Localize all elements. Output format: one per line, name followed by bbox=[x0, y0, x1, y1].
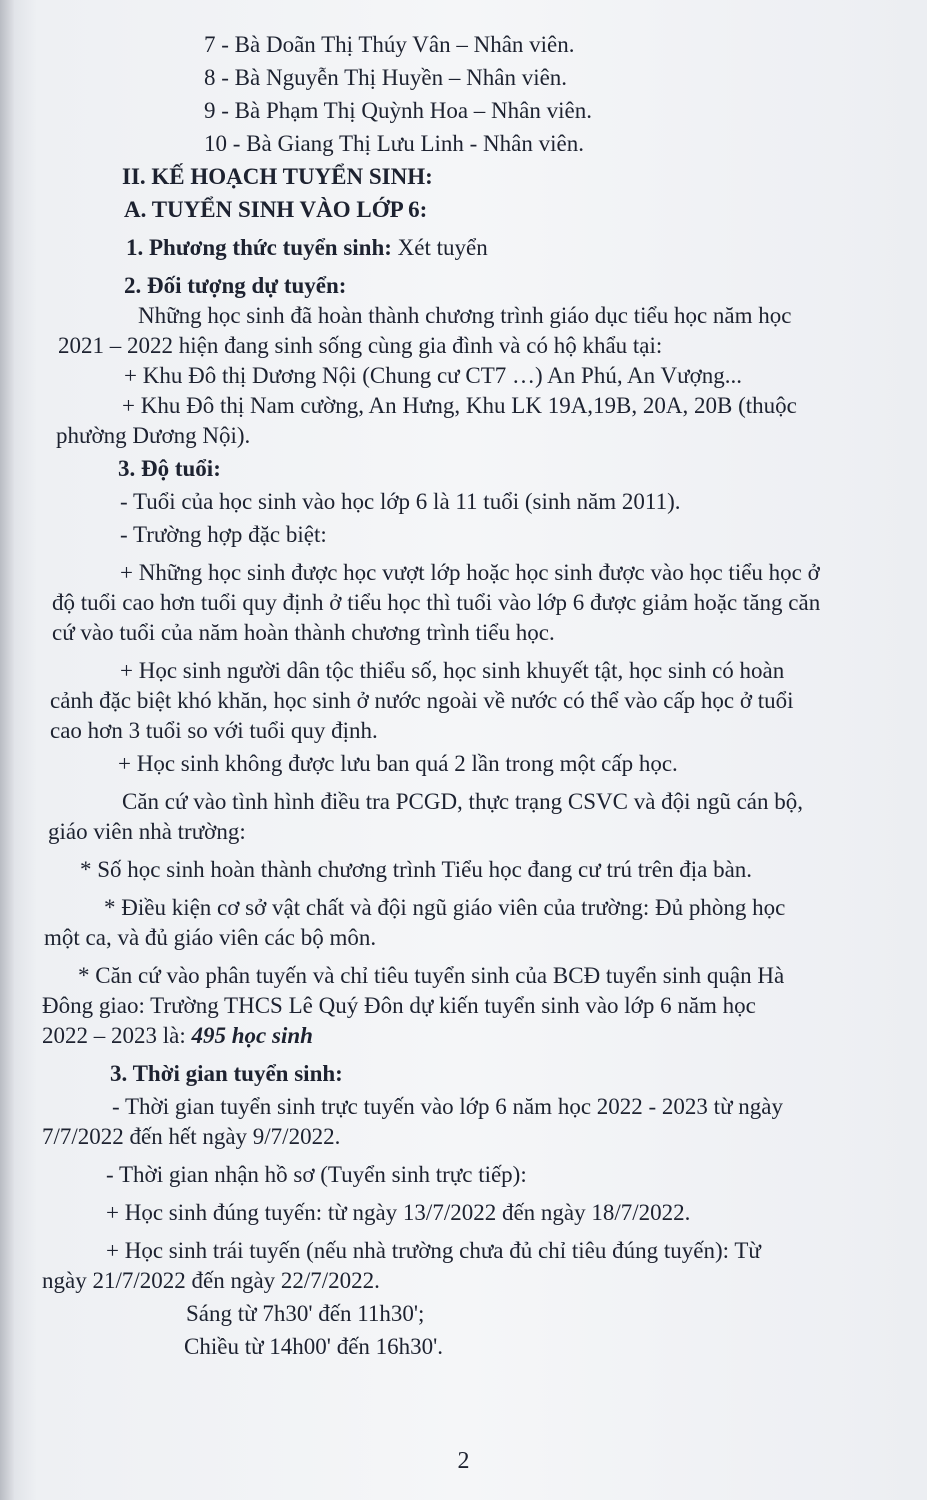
age-heading: 3. Độ tuổi: bbox=[118, 456, 221, 481]
quota-value: 495 học sinh bbox=[191, 1023, 313, 1048]
schedule-direct: + Học sinh đúng tuyến: từ ngày 13/7/2022 đến ngày 18/7/2022. bbox=[106, 1200, 691, 1225]
schedule-heading: 3. Thời gian tuyển sinh: bbox=[110, 1061, 343, 1086]
staff-item: 10 - Bà Giang Thị Lưu Linh - Nhân viên. bbox=[204, 131, 584, 156]
basis-point: một ca, và đủ giáo viên các bộ môn. bbox=[44, 925, 377, 950]
method-value: Xét tuyển bbox=[391, 235, 488, 260]
age-special: + Học sinh không được lưu ban quá 2 lần trong một cấp học. bbox=[118, 751, 678, 776]
target-area: + Khu Đô thị Nam cường, An Hưng, Khu LK 19A,19B, 20A, 20B (thuộc bbox=[122, 393, 797, 418]
schedule-online: - Thời gian tuyển sinh trực tuyến vào lớp 6 năm học 2022 - 2023 từ ngày bbox=[112, 1094, 783, 1119]
quota-prefix: 2022 – 2023 là: bbox=[42, 1023, 192, 1048]
schedule-online: 7/7/2022 đến hết ngày 9/7/2022. bbox=[42, 1124, 341, 1149]
schedule-direct-heading: - Thời gian nhận hồ sơ (Tuyển sinh trực tiếp): bbox=[106, 1162, 527, 1187]
age-rule: - Tuổi của học sinh vào học lớp 6 là 11 tuổi (sinh năm 2011). bbox=[120, 489, 681, 514]
age-special: độ tuổi cao hơn tuổi quy định ở tiểu học thì tuổi vào lớp 6 được giảm hoặc tăng căn bbox=[52, 590, 821, 615]
age-special: + Những học sinh được học vượt lớp hoặc học sinh được vào học tiểu học ở bbox=[120, 560, 820, 585]
staff-item: 9 - Bà Phạm Thị Quỳnh Hoa – Nhân viên. bbox=[204, 98, 592, 123]
target-area: + Khu Đô thị Dương Nội (Chung cư CT7 …) An Phú, An Vượng... bbox=[124, 363, 742, 388]
age-special-heading: - Trường hợp đặc biệt: bbox=[120, 522, 327, 547]
staff-item: 8 - Bà Nguyễn Thị Huyền – Nhân viên. bbox=[204, 65, 568, 90]
method-line bbox=[42, 233, 908, 263]
schedule-morning: Sáng từ 7h30' đến 11h30'; bbox=[186, 1301, 425, 1326]
section-a-heading: A. TUYỂN SINH VÀO LỚP 6: bbox=[124, 197, 428, 222]
age-special: + Học sinh người dân tộc thiểu số, học sinh khuyết tật, học sinh có hoàn bbox=[120, 658, 785, 683]
target-area: phường Dương Nội). bbox=[56, 423, 251, 448]
basis-point bbox=[42, 1021, 908, 1051]
basis-point: * Căn cứ vào phân tuyến và chỉ tiêu tuyển sinh của BCĐ tuyển sinh quận Hà bbox=[78, 963, 785, 988]
basis-intro: Căn cứ vào tình hình điều tra PCGD, thực trạng CSVC và đội ngũ cán bộ, bbox=[122, 789, 803, 814]
schedule-direct: + Học sinh trái tuyến (nếu nhà trường chưa đủ chỉ tiêu đúng tuyến): Từ bbox=[106, 1238, 761, 1263]
basis-intro: giáo viên nhà trường: bbox=[48, 819, 246, 844]
basis-point: Đông giao: Trường THCS Lê Quý Đôn dự kiến tuyển sinh vào lớp 6 năm học bbox=[42, 993, 756, 1018]
staff-item: 7 - Bà Doãn Thị Thúy Vân – Nhân viên. bbox=[204, 32, 575, 57]
method-label: 1. Phương thức tuyển sinh: bbox=[126, 235, 392, 260]
target-heading: 2. Đối tượng dự tuyển: bbox=[124, 273, 347, 298]
age-special: cứ vào tuổi của năm hoàn thành chương trình tiểu học. bbox=[52, 620, 555, 645]
section-2-heading: II. KẾ HOẠCH TUYỂN SINH: bbox=[122, 164, 433, 189]
document-body bbox=[42, 30, 908, 1362]
page-edge bbox=[0, 0, 14, 1500]
target-intro: 2021 – 2022 hiện đang sinh sống cùng gia đình và có hộ khẩu tại: bbox=[58, 333, 663, 358]
target-intro: Những học sinh đã hoàn thành chương trình giáo dục tiểu học năm học bbox=[138, 303, 792, 328]
schedule-direct: ngày 21/7/2022 đến ngày 22/7/2022. bbox=[42, 1268, 380, 1293]
age-special: cảnh đặc biệt khó khăn, học sinh ở nước ngoài về nước có thể vào cấp học ở tuổi bbox=[50, 688, 794, 713]
schedule-afternoon: Chiều từ 14h00' đến 16h30'. bbox=[184, 1334, 444, 1359]
page-number: 2 bbox=[457, 1448, 470, 1474]
basis-point: * Số học sinh hoàn thành chương trình Tiểu học đang cư trú trên địa bàn. bbox=[80, 857, 753, 882]
basis-point: * Điều kiện cơ sở vật chất và đội ngũ giáo viên của trường: Đủ phòng học bbox=[104, 895, 786, 920]
age-special: cao hơn 3 tuổi so với tuổi quy định. bbox=[50, 718, 378, 743]
